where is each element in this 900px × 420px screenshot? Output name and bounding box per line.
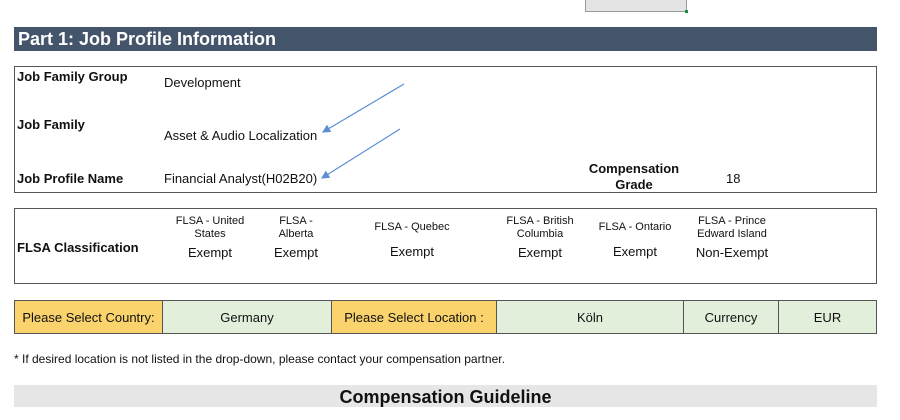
location-selector-row [14,300,877,334]
flsa-classification-label: FLSA Classification [17,240,139,255]
flsa-value[interactable]: Exempt [612,244,658,259]
flsa-value[interactable]: Non-Exempt [695,245,769,260]
country-label: Please Select Country: [15,301,163,333]
flsa-header-line1: FLSA - United [175,215,245,227]
job-profile-name-label: Job Profile Name [17,171,124,186]
flsa-column [684,215,780,260]
flsa-header-line2: Alberta [278,228,314,240]
cell-fill-handle[interactable] [685,10,688,13]
selected-cell[interactable] [585,0,687,12]
flsa-header-line1: FLSA - [279,215,313,227]
job-family-group-label: Job Family Group [17,69,128,84]
section-header: Part 1: Job Profile Information [14,27,877,51]
flsa-header-line1: FLSA - Quebec [374,221,450,233]
flsa-value[interactable]: Exempt [389,244,435,259]
job-profile-box [14,66,877,193]
flsa-value[interactable]: Exempt [273,245,319,260]
flsa-header-line2: Columbia [516,228,564,240]
location-label: Please Select Location : [332,301,497,333]
flsa-header-line2: States [194,228,226,240]
currency-value[interactable]: EUR [779,301,876,333]
flsa-column [590,221,680,259]
country-select[interactable]: Germany [163,301,332,333]
flsa-value[interactable]: Exempt [187,245,233,260]
compensation-grade-label-line2: Grade [615,177,653,192]
flsa-column [362,221,462,259]
location-note: * If desired location is not listed in the drop-down, please contact your compensation partner. [14,352,505,366]
flsa-header-line1: FLSA - Ontario [598,221,672,233]
compensation-grade-label [584,161,684,193]
compensation-grade-value[interactable]: 18 [726,171,741,186]
job-family-value[interactable]: Asset & Audio Localization [164,128,318,143]
flsa-column [264,215,328,260]
currency-label: Currency [684,301,779,333]
flsa-column [160,215,260,260]
location-select[interactable]: Köln [497,301,684,333]
flsa-value[interactable]: Exempt [517,245,563,260]
job-family-group-value[interactable]: Development [164,75,241,90]
flsa-header-line2: Edward Island [697,228,767,240]
flsa-header-line1: FLSA - Prince [698,215,766,227]
job-family-label: Job Family [17,117,85,132]
flsa-column [496,215,584,260]
flsa-header-line1: FLSA - British [506,215,574,227]
job-profile-name-value[interactable]: Financial Analyst(H02B20) [164,171,318,186]
compensation-guideline-header: Compensation Guideline [14,385,877,407]
compensation-grade-label-line1: Compensation [588,161,680,176]
